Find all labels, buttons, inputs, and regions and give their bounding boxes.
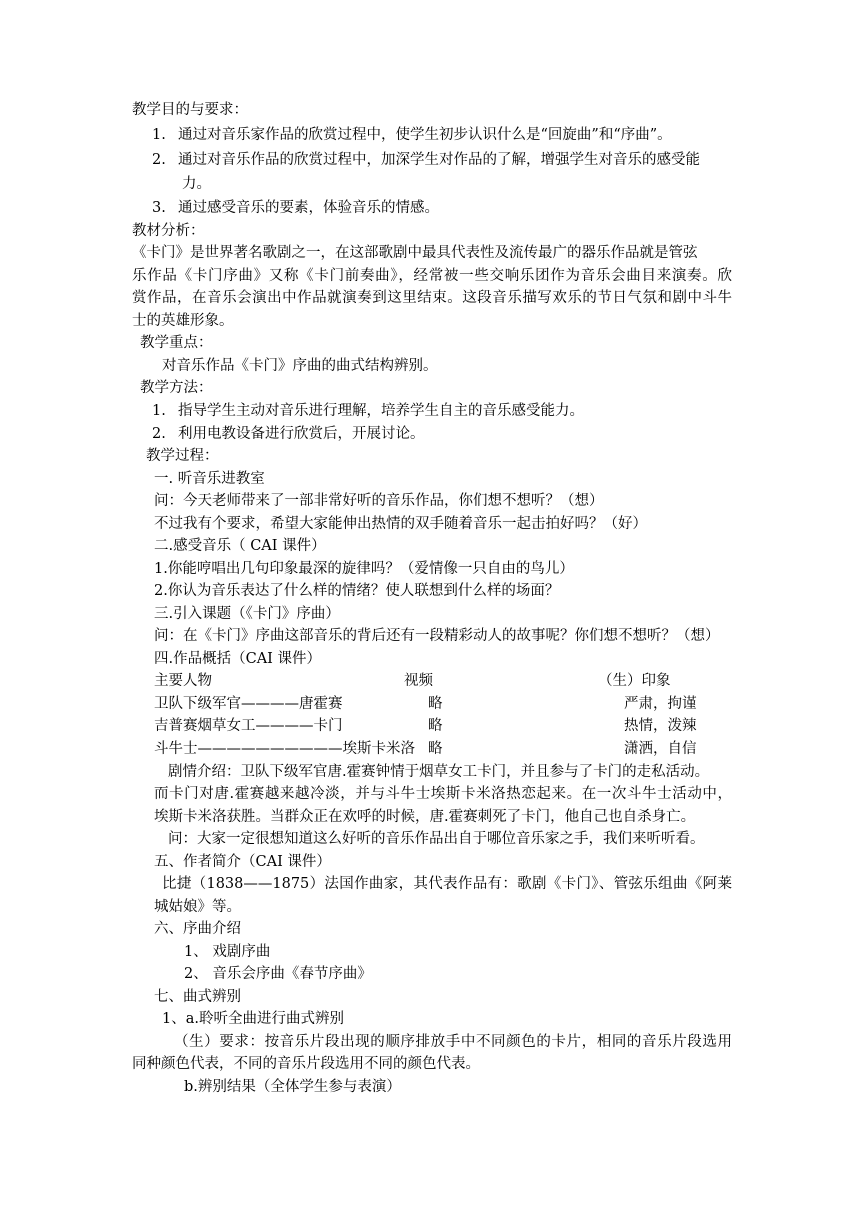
analysis-heading: 教材分析：: [132, 223, 205, 239]
method-heading: 教学方法：: [140, 380, 213, 396]
section-7-title: 七、曲式辨别: [154, 989, 241, 1005]
focus-heading: 教学重点：: [140, 335, 213, 351]
list-number: 1.: [152, 127, 166, 143]
analysis-line-2: 乐作品《卡门序曲》又称《卡门前奏曲》，经常被一些交响乐团作为音乐会曲目来演奏。欣: [132, 268, 732, 284]
method-item-1: [152, 401, 584, 421]
list-item-text: 通过对音乐作品的欣赏过程中，加深学生对作品的了解，增强学生对音乐的感受能: [178, 152, 700, 168]
section-1-title: 一. 听音乐进教室: [154, 471, 265, 487]
section-1-request: 不过我有个要求，希望大家能伸出热情的双手随着音乐一起击拍好吗？（好）: [154, 516, 647, 532]
table-cell-character: 斗牛士——————————埃斯卡米洛: [154, 741, 415, 757]
table-cell-video: 略: [428, 718, 443, 734]
list-item-text: 指导学生主动对音乐进行理解，培养学生自主的音乐感受能力。: [178, 403, 584, 419]
section-3-title: 三.引入课题（《卡门》序曲）: [154, 606, 340, 622]
table-header-character: 主要人物: [154, 673, 212, 689]
table-cell-impression: 潇洒，自信: [624, 741, 697, 757]
table-cell-character: 吉普赛烟草女工————卡门: [154, 718, 343, 734]
section-2-question-1: 1.你能哼唱出几句印象最深的旋律吗？（爱情像一只自由的鸟儿）: [154, 561, 574, 577]
plot-line-2: 而卡门对唐.霍赛越来越冷淡，并与斗牛士埃斯卡米洛热恋起来。在一次斗牛士活动中，: [154, 786, 732, 802]
section-7-requirement-line-1: （生）要求：按音乐片段出现的顺序排放手中不同颜色的卡片，相同的音乐片段选用: [174, 1034, 732, 1050]
list-number: 2.: [152, 426, 166, 442]
table-header-video: 视频: [404, 673, 433, 689]
table-header-impression: （生）印象: [598, 673, 671, 689]
goals-item-3: [152, 198, 439, 218]
goals-heading: 教学目的与要求：: [132, 102, 248, 118]
section-2-title: 二.感受音乐（ CAI 课件）: [154, 538, 326, 554]
focus-text: 对音乐作品《卡门》序曲的曲式结构辨别。: [162, 358, 438, 374]
section-7-requirement-line-2: 同种颜色代表，不同的音乐片段选用不同的颜色代表。: [132, 1056, 480, 1072]
method-item-2: [152, 424, 425, 444]
plot-line-1: 剧情介绍：卫队下级军官唐.霍赛钟情于烟草女工卡门，并且参与了卡门的走私活动。: [168, 764, 710, 780]
analysis-line-1: 《卡门》是世界著名歌剧之一，在这部歌剧中最具代表性及流传最广的器乐作品就是管弦: [132, 245, 698, 261]
table-cell-character: 卫队下级军官————唐霍赛: [154, 696, 343, 712]
process-heading: 教学过程：: [146, 448, 219, 464]
plot-line-3: 埃斯卡米洛获胜。当群众正在欢呼的时候，唐.霍赛刺死了卡门，他自己也自杀身亡。: [154, 809, 696, 825]
table-cell-impression: 热情，泼辣: [624, 718, 697, 734]
section-5-line-2: 城姑娘》等。: [154, 899, 241, 915]
section-7-step-b: b.辨别结果（全体学生参与表演）: [184, 1079, 401, 1095]
analysis-line-3: 赏作品，在音乐会演出中作品就演奏到这里结束。这段音乐描写欢乐的节日气氛和剧中斗牛: [132, 290, 732, 306]
list-number: 3.: [152, 200, 166, 216]
section-2-question-2: 2.你认为音乐表达了什么样的情绪？使人联想到什么样的场面？: [154, 583, 560, 599]
list-item-text: 通过感受音乐的要素，体验音乐的情感。: [178, 200, 439, 216]
goals-item-2: [152, 150, 700, 170]
section-3-question: 问：在《卡门》序曲这部音乐的背后还有一段精彩动人的故事呢？你们想不想听？（想）: [154, 628, 720, 644]
table-cell-impression: 严肃，拘谨: [624, 696, 697, 712]
goals-item-2-cont: 力。: [182, 176, 211, 192]
section-5-line-1: 比捷（1838——1875）法国作曲家，其代表作品有：歌剧《卡门》、管弦乐组曲《阿莱: [162, 876, 732, 892]
section-6-item-1: 1、 戏剧序曲: [184, 944, 271, 960]
section-4-title: 四.作品概括（CAI 课件）: [154, 651, 322, 667]
table-cell-video: 略: [428, 696, 443, 712]
section-6-item-2: 2、 音乐会序曲《春节序曲》: [184, 966, 372, 982]
section-6-title: 六、序曲介绍: [154, 921, 241, 937]
list-item-text: 通过对音乐家作品的欣赏过程中，使学生初步认识什么是“回旋曲”和“序曲”。: [178, 127, 672, 143]
list-number: 2.: [152, 152, 166, 168]
section-1-question: 问：今天老师带来了一部非常好听的音乐作品，你们想不想听？（想）: [154, 493, 604, 509]
list-number: 1.: [152, 403, 166, 419]
analysis-line-4: 士的英雄形象。: [132, 313, 234, 329]
list-item-text: 利用电教设备进行欣赏后，开展讨论。: [178, 426, 425, 442]
goals-item-1: [152, 125, 672, 145]
section-5-title: 五、作者简介（CAI 课件）: [154, 854, 331, 870]
section-7-step-a: 1、a.聆听全曲进行曲式辨别: [162, 1011, 344, 1027]
plot-question: 问：大家一定很想知道这么好听的音乐作品出自于哪位音乐家之手，我们来听听看。: [168, 831, 705, 847]
table-cell-video: 略: [428, 741, 443, 757]
